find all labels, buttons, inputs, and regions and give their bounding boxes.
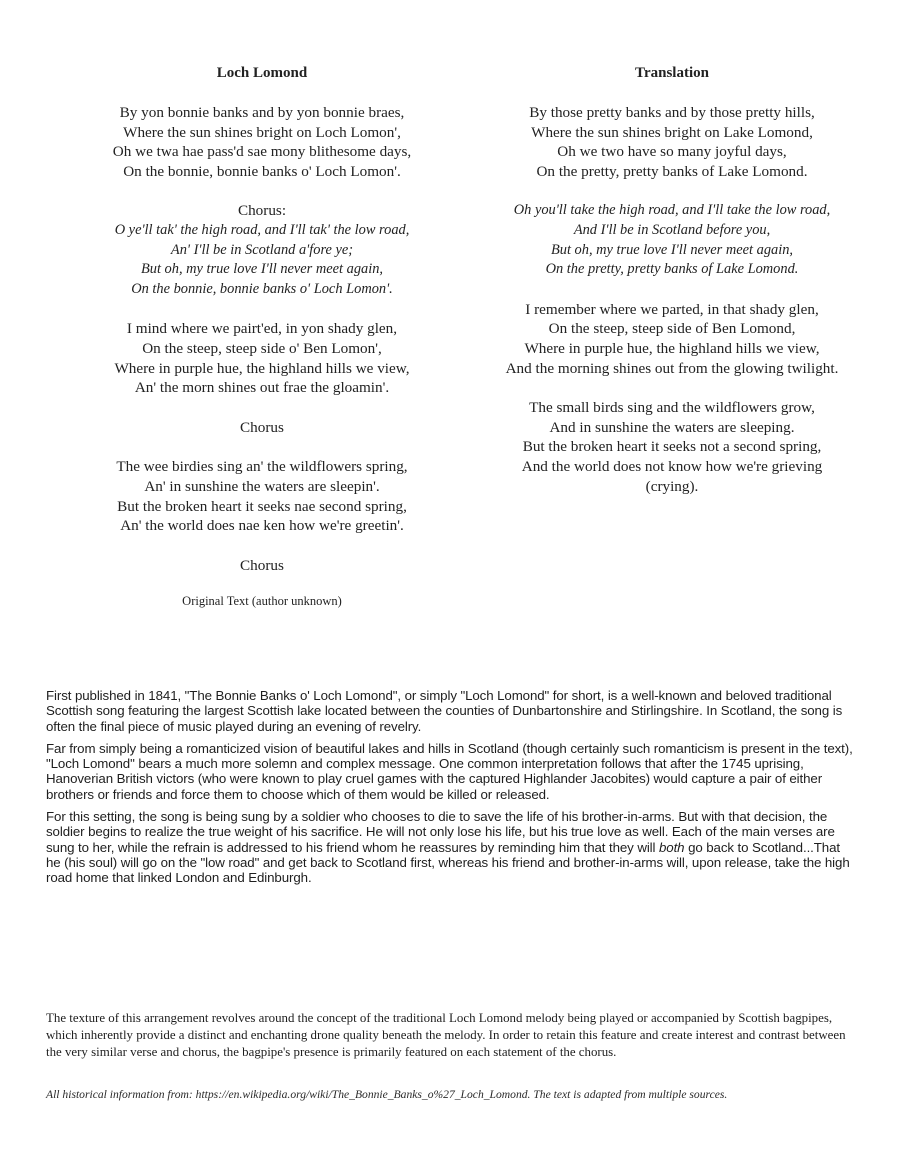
translation-verse-3 [500, 398, 844, 496]
lyric-line: Oh we two have so many joyful days, [557, 143, 787, 161]
lyric-line: Where in purple hue, the highland hills we view, [114, 359, 410, 377]
lyric-line: On the steep, steep side of Ben Lomond, [548, 320, 796, 338]
lyric-line: And the world does not know how we're grieving (crying). [521, 457, 823, 495]
lyric-line: An' in sunshine the waters are sleepin'. [144, 477, 380, 495]
lyric-line: The small birds sing and the wildflowers grow, [529, 399, 815, 417]
lyric-line: Where the sun shines bright on Lake Lomond, [531, 123, 813, 141]
translation-verse-1 [500, 103, 844, 181]
historical-notes [46, 688, 858, 886]
notes-paragraph-2: Far from simply being a romanticized vision of beautiful lakes and hills in Scotland (though certainly such romanticism is present in the text), "Loch Lomond" bears a much more solemn and complex message. One common interpretation follows that after the 1745 uprising, Hanoverian British victors (who were known to play cruel games with the captured Highlander Jacobites) would capture a pair of either brothers or friends and force them to choose which of them would be killed or released. [46, 740, 853, 802]
chorus-line: Oh you'll take the high road, and I'll take the low road, [513, 202, 831, 219]
lyric-line: And in sunshine the waters are sleeping. [549, 418, 795, 436]
translation-title: Translation [635, 65, 709, 81]
lyric-line: Where in purple hue, the highland hills we view, [524, 339, 820, 357]
lyric-line: The wee birdies sing an' the wildflowers spring, [116, 458, 408, 476]
lyric-line: On the bonnie, bonnie banks o' Loch Lomon'. [123, 162, 401, 180]
chorus-line: But oh, my true love I'll never meet again, [550, 241, 794, 258]
chorus-line: And I'll be in Scotland before you, [573, 221, 771, 238]
lyric-line: But the broken heart it seeks nae second spring, [117, 497, 407, 515]
chorus-line: O ye'll tak' the high road, and I'll tak' the low road, [114, 221, 410, 238]
emphasis-both: both [659, 839, 685, 855]
chorus-reference-1: Chorus [240, 418, 284, 436]
lyric-line: I mind where we pairt'ed, in yon shady glen, [126, 320, 398, 338]
source-citation: All historical information from: https://en.wikipedia.org/wiki/The_Bonnie_Banks_o%27_Loch_Lomond. The text is adapted from multiple sources. [46, 1088, 728, 1101]
translation-column [500, 64, 844, 516]
lyric-line: An' the morn shines out frae the gloamin'. [134, 379, 390, 397]
texture-paragraph: The texture of this arrangement revolves around the concept of the traditional Loch Lomond melody being played or accompanied by Scottish bagpipes, which inherently provide a distinct and enchanting drone quality beneath the melody. In order to retain this feature and create interest and contrast between the very similar verse and chorus, the bagpipe's presence is primarily featured on each statement of the chorus. [46, 1011, 846, 1059]
original-verse-2 [92, 319, 432, 397]
lyric-line: But the broken heart it seeks not a second spring, [522, 438, 822, 456]
lyric-line: By yon bonnie banks and by yon bonnie braes, [119, 104, 405, 121]
original-chorus [92, 201, 432, 299]
chorus-line: An' I'll be in Scotland a'fore ye; [170, 241, 354, 258]
notes-paragraph-1: First published in 1841, "The Bonnie Banks o' Loch Lomond", or simply "Loch Lomond" for short, is a well-known and beloved traditional Scottish song featuring the largest Scottish lake located between the counties of Dunbartonshire and Stirlingshire. In Scotland, the song is often the final piece of music played during an evening of revelry. [46, 688, 843, 734]
lyric-line: And the morning shines out from the glowing twilight. [505, 359, 839, 377]
original-lyrics-column [92, 64, 432, 609]
chorus-line: But oh, my true love I'll never meet again, [140, 261, 384, 278]
lyric-line: On the steep, steep side o' Ben Lomon', [142, 339, 382, 357]
translation-chorus [500, 201, 844, 279]
original-title: Loch Lomond [216, 65, 308, 81]
chorus-reference-2: Chorus [240, 556, 284, 574]
lyric-line: On the pretty, pretty banks of Lake Lomond. [536, 162, 808, 180]
original-text-caption: Original Text (author unknown) [182, 594, 342, 609]
chorus-heading: Chorus: [237, 202, 287, 220]
notes-paragraph-3-text: For this setting, the song is being sung by a soldier who chooses to die to save the life of his brother-in-arms. But with that decision, the soldier begins to realize the true weight of his sacrifice. He will not only lose his life, but his true love as well. Each of the main verses are sung to her, while the refrain is addressed to his friend whom he reassures by reminding him that they will [46, 809, 835, 855]
lyric-line: Oh we twa hae pass'd sae mony blithesome days, [112, 143, 412, 161]
notes-paragraph-3 [46, 809, 858, 885]
chorus-line: On the bonnie, bonnie banks o' Loch Lomon'. [131, 280, 393, 297]
original-verse-3 [92, 457, 432, 535]
lyric-line: I remember where we parted, in that shady glen, [525, 300, 819, 318]
translation-verse-2 [500, 300, 844, 378]
notes-paragraph-3-text-end: go back to Scotland...That he (his soul) will go on the "low road" and get back to Scotland first, whereas his friend and brother-in-arms will, upon release, take the high road home that linked London and Edinburgh. [46, 839, 850, 886]
chorus-line: On the pretty, pretty banks of Lake Lomond. [545, 261, 799, 278]
lyric-line: An' the world does nae ken how we're greetin'. [120, 517, 404, 535]
lyric-line: Where the sun shines bright on Loch Lomon', [123, 123, 401, 141]
lyric-line: By those pretty banks and by those pretty hills, [529, 104, 815, 121]
original-verse-1 [92, 103, 432, 181]
arrangement-texture-note [46, 1010, 858, 1061]
